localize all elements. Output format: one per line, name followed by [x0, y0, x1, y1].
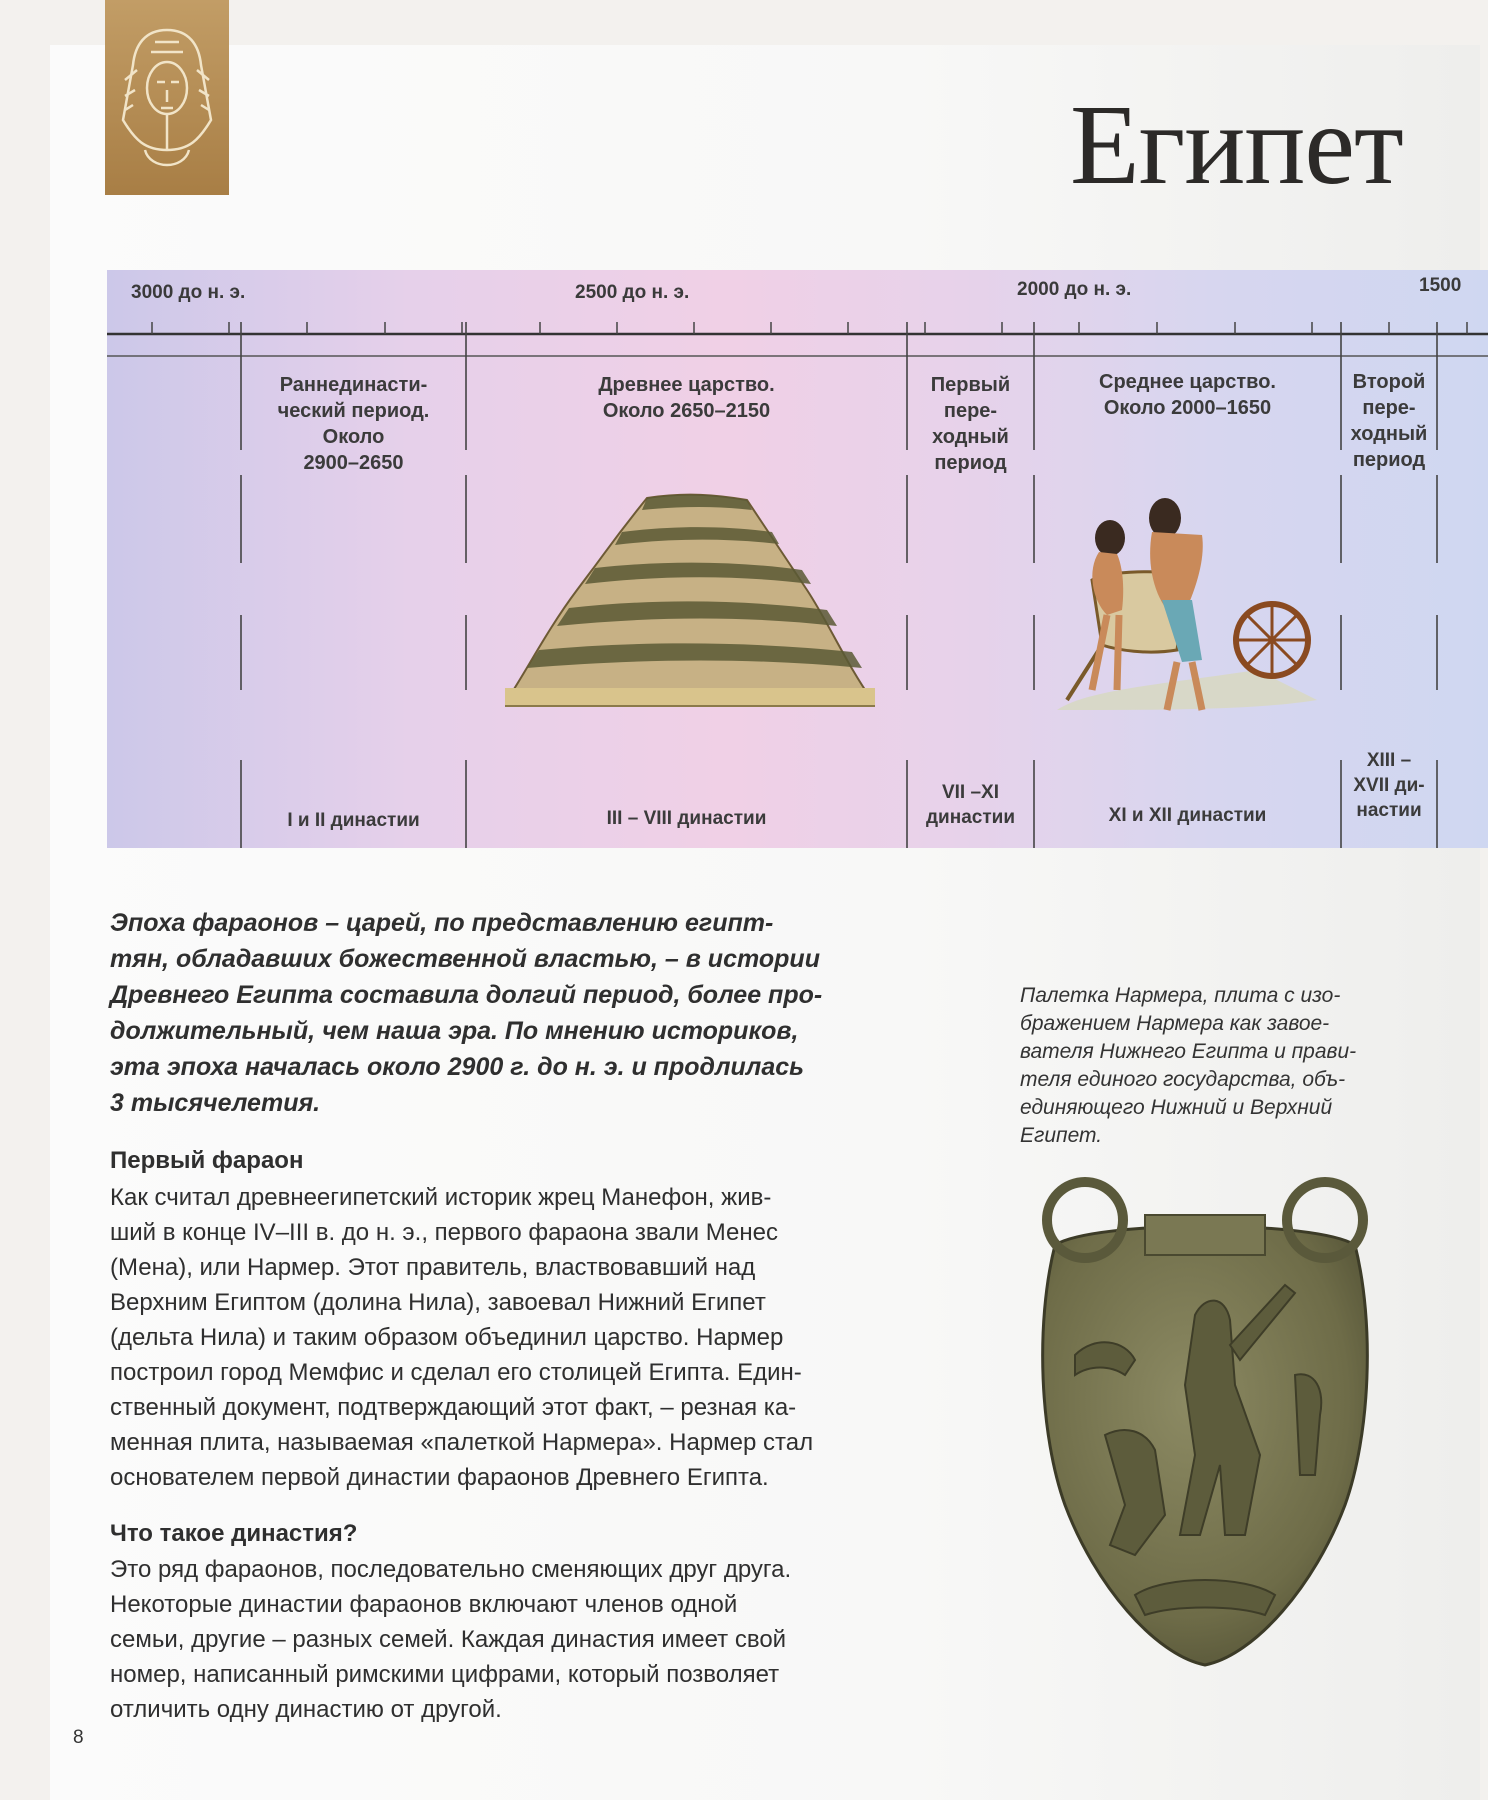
page-title: Египет — [1070, 81, 1403, 208]
dynasties-early-dynastic: I и II династии — [287, 810, 420, 831]
dynasties-middle-kingdom: XI и XII династии — [1108, 805, 1267, 826]
period-first-intermediate: Первый пере- ходный период — [930, 374, 1011, 474]
paragraph-what-is-dynasty: Это ряд фараонов, последовательно сменяющих друг друга. Некоторые династии фараонов включают членов одной семьи, другие – разных семей. Каждая династия имеет свой номер, написанный римскими цифрами, который позволяет отличить одну династию от другой. — [110, 1556, 792, 1723]
narmer-palette-image — [1015, 1175, 1395, 1675]
pharaoh-mask-icon — [105, 0, 229, 195]
period-middle-kingdom: Среднее царство. Около 2000–1650 — [1099, 371, 1276, 419]
heading-what-is-dynasty: Что такое династия? — [110, 1520, 358, 1547]
year-label-1500: 1500 — [1419, 275, 1462, 296]
period-second-intermediate: Второй пере- ходный период — [1350, 371, 1428, 471]
timeline-chart — [107, 270, 1488, 848]
year-label-2000: 2000 до н. э. — [1017, 279, 1132, 300]
heading-first-pharaoh: Первый фараон — [110, 1147, 304, 1174]
year-label-2500: 2500 до н. э. — [575, 282, 690, 303]
pharaoh-mask-emblem — [105, 0, 229, 195]
page-number: 8 — [73, 1727, 84, 1748]
dynasties-first-intermediate: VII –XI династии — [925, 782, 1016, 828]
palette-caption: Палетка Нармера, плита с изо- бражением Нармера как завое- вателя Нижнего Египта и прави- теля единого государства, объ- единяющего Нижний и Верхний Египет. — [1020, 984, 1357, 1147]
dynasties-second-intermediate: XIII – XVII ди- настии — [1353, 750, 1425, 821]
timeline-ticks — [152, 322, 1467, 334]
step-pyramid-illustration — [505, 495, 875, 706]
chariot-illustration — [1057, 498, 1317, 710]
period-early-dynastic: Раннединасти- ческий период. Около 2900–2650 — [277, 374, 430, 474]
timeline-lines — [107, 270, 1488, 848]
year-label-3000: 3000 до н. э. — [131, 282, 246, 303]
paragraph-first-pharaoh: Как считал древнеегипетский историк жрец Манефон, жив- ший в конце IV–III в. до н. э., первого фараона звали Менес (Мена), или Нармер. Этот правитель, властвовавший над Верхним Египтом (долина Нила), завоевал Нижний Египет (дельта Нила) и таким образом объединил царство. Нармер построил город Мемфис и сделал его столицей Египта. Един- ственный документ, подтверждающий этот факт, – резная ка- менная плита, называемая «палеткой Нармера». Нармер стал основателем первой династии фараонов Древнего Египта. — [110, 1184, 814, 1491]
period-old-kingdom: Древнее царство. Около 2650–2150 — [598, 374, 775, 422]
dynasties-old-kingdom: III – VIII династии — [606, 808, 767, 829]
intro-paragraph: Эпоха фараонов – царей, по представлению египт- тян, обладавших божественной властью, – в истории Древнего Египта составила долгий период, более про- должительный, чем наша эра. По мнению историков, эта эпоха началась около 2900 г. до н. э. и продлилась 3 тысячелетия. — [110, 909, 823, 1117]
